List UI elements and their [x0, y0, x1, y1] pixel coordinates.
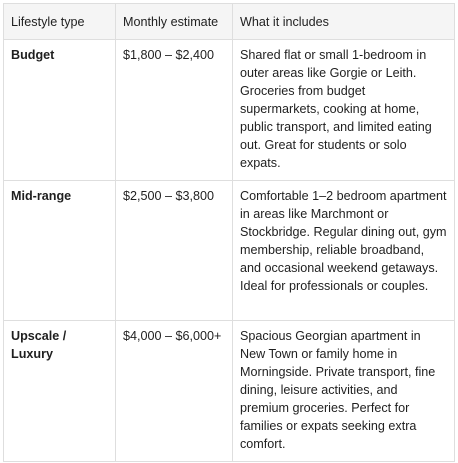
- table-row: [4, 40, 455, 181]
- row-lifestyle-type: Budget: [4, 40, 116, 181]
- row-what-it-includes: Shared flat or small 1-bedroom in outer areas like Gorgie or Leith. Groceries from budget supermarkets, cooking at home, public transport, and limited eating out. Great for students or solo expats.: [233, 40, 455, 181]
- row-monthly-estimate: $1,800 – $2,400: [116, 40, 233, 181]
- header-what-it-includes: What it includes: [233, 4, 455, 40]
- header-lifestyle-type: Lifestyle type: [4, 4, 116, 40]
- row-lifestyle-type: Upscale / Luxury: [4, 321, 116, 462]
- row-monthly-estimate: $2,500 – $3,800: [116, 181, 233, 321]
- table-row: [4, 321, 455, 462]
- cost-of-living-table: [3, 3, 455, 462]
- row-what-it-includes: Comfortable 1–2 bedroom apartment in areas like Marchmont or Stockbridge. Regular dining out, gym membership, reliable broadband, and occasional weekend getaways. Ideal for professionals or couples.: [233, 181, 455, 321]
- header-monthly-estimate: Monthly estimate: [116, 4, 233, 40]
- row-lifestyle-type: Mid-range: [4, 181, 116, 321]
- row-monthly-estimate: $4,000 – $6,000+: [116, 321, 233, 462]
- table-row: [4, 181, 455, 321]
- table-header-row: [4, 4, 455, 40]
- row-what-it-includes: Spacious Georgian apartment in New Town or family home in Morningside. Private transport, fine dining, leisure activities, and premium groceries. Perfect for families or expats seeking extra comfort.: [233, 321, 455, 462]
